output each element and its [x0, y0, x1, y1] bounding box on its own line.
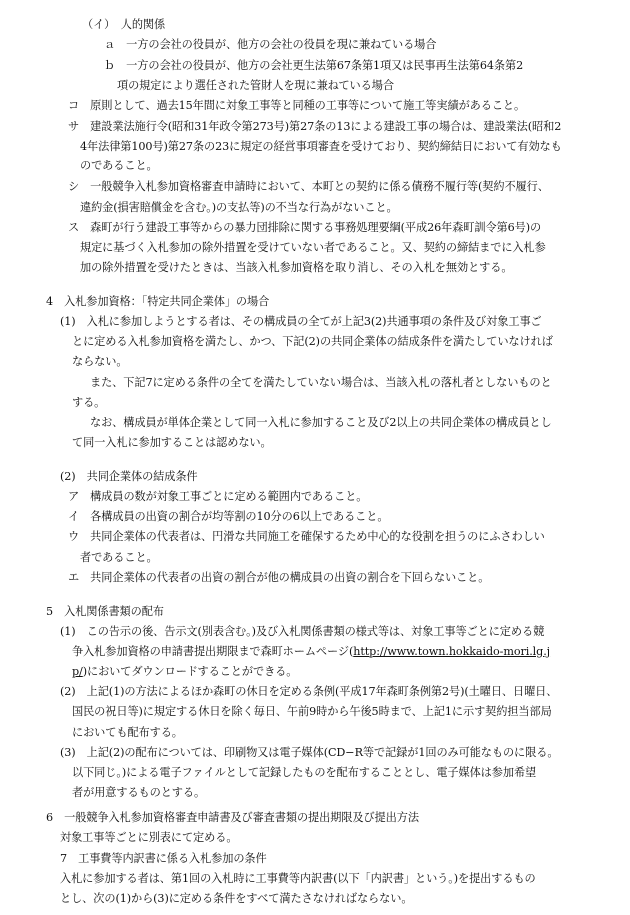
text-line: 4年法律第100号)第27条の23に規定の経営事項審査を受けており、契約締結日において有効なも [80, 140, 562, 154]
section-heading: 6 一般競争入札参加資格審査申請書及び審査書類の提出期限及び提出方法 [46, 811, 419, 825]
text-line: ス 森町が行う建設工事等からの暴力団排除に関する事務処理要綱(平成26年森町訓令第6号)の [68, 220, 542, 234]
text-line: ａ 一方の会社の役員が、他方の会社の役員を現に兼ねている場合 [104, 38, 437, 52]
text-line: て同一入札に参加することは認めない。 [72, 436, 272, 450]
text-line: ならない。 [72, 355, 128, 369]
text-line: のであること。 [80, 159, 158, 173]
text-line: においても配布する。 [72, 725, 183, 739]
homepage-link-continued[interactable]: p/ [72, 665, 83, 679]
text-line: ｂ 一方の会社の役員が、他方の会社更生法第67条第1項又は民事再生法第64条第2 [104, 59, 524, 73]
text-line [72, 664, 297, 680]
text-line: とし、次の(1)から(3)に定める条件をすべて満たさなければならない。 [60, 892, 413, 905]
text-line: 対象工事等ごとに別表にて定める。 [60, 831, 238, 845]
text-line: とに定める入札参加資格を満たし、かつ、下記(2)の共同企業体の結成条件を満たしていなければ [72, 335, 553, 349]
text-line: (3) 上記(2)の配布については、印刷物又は電子媒体(CD−R等で記録が1回のみ可能なものに限る。 [60, 745, 559, 759]
text-line: サ 建設業法施行令(昭和31年政令第273号)第27条の13による建設工事の場合は、建設業法(昭和2 [68, 119, 562, 133]
text-fragment: )においてダウンロードすることができる。 [82, 665, 298, 679]
subsection-heading: (2) 共同企業体の結成条件 [60, 469, 198, 483]
text-line: イ 各構成員の出資の割合が均等割の10分の6以上であること。 [68, 510, 389, 524]
text-line: 国民の祝日等)に規定する休日を除く毎日、午前9時から午後5時まで、上記1に示す契約担当部局 [72, 705, 552, 719]
text-line: 違約金(損害賠償金を含む。)の支払等)の不当な行為がないこと。 [80, 200, 398, 214]
text-line: (2) 上記(1)の方法によるほか森町の休日を定める条例(平成17年森町条例第2号)(土曜日、日曜日、 [60, 685, 558, 699]
text-fragment: 争入札参加資格の申請書提出期限まで森町ホームページ( [72, 644, 354, 658]
text-line: (1) この告示の後、告示文(別表含む。)及び入札関係書類の様式等は、対象工事等ごとに定める競 [60, 624, 545, 638]
text-line [72, 644, 550, 660]
text-line: ウ 共同企業体の代表者は、円滑な共同施工を確保するため中心的な役割を担うのにふさわしい [68, 530, 545, 544]
text-line: （イ） 人的関係 [82, 18, 166, 31]
section-heading: 4 入札参加資格：「特定共同企業体」の場合 [46, 294, 270, 308]
text-line: 規定に基づく入札参加の除外措置を受けていない者であること。又、契約の締結までに入札参 [80, 241, 546, 255]
text-line: 加の除外措置を受けたときは、当該入札参加資格を取り消し、その入札を無効とする。 [80, 261, 513, 275]
homepage-link[interactable]: http://www.town.hokkaido-mori.lg.j [353, 644, 551, 658]
text-line: 者であること。 [80, 550, 158, 564]
text-line: また、下記7に定める条件の全てを満たしていない場合は、当該入札の落札者としないものと [90, 375, 552, 389]
text-line: コ 原則として、過去15年間に対象工事等と同種の工事等について施工等実績があること。 [68, 98, 526, 112]
text-line: (1) 入札に参加しようとする者は、その構成員の全てが上記3(2)共通事項の条件及び対象工事ご [60, 315, 542, 329]
text-line: シ 一般競争入札参加資格審査申請時において、本町との契約に係る債務不履行等(契約不履行、 [68, 180, 549, 194]
text-line: エ 共同企業体の代表者の出資の割合が他の構成員の出資の割合を下回らないこと。 [68, 570, 490, 584]
text-line: 者が用意するものとする。 [72, 786, 206, 800]
text-line: なお、構成員が単体企業として同一入札に参加すること及び2以上の共同企業体の構成員とし [90, 416, 552, 430]
text-line: 入札に参加する者は、第1回の入札時に工事費等内訳書(以下「内訳書」という。)を提出するもの [60, 871, 536, 885]
section-heading: 5 入札関係書類の配布 [46, 604, 164, 618]
text-line: 以下同じ。)による電子ファイルとして記録したものを配布することとし、電子媒体は参加希望 [72, 766, 537, 780]
text-line: ア 構成員の数が対象工事ごとに定める範囲内であること。 [68, 490, 368, 504]
text-line: 項の規定により選任された管財人を現に兼ねている場合 [117, 78, 394, 92]
text-line: する。 [72, 395, 106, 409]
section-heading: 7 工事費等内訳書に係る入札参加の条件 [60, 851, 267, 865]
